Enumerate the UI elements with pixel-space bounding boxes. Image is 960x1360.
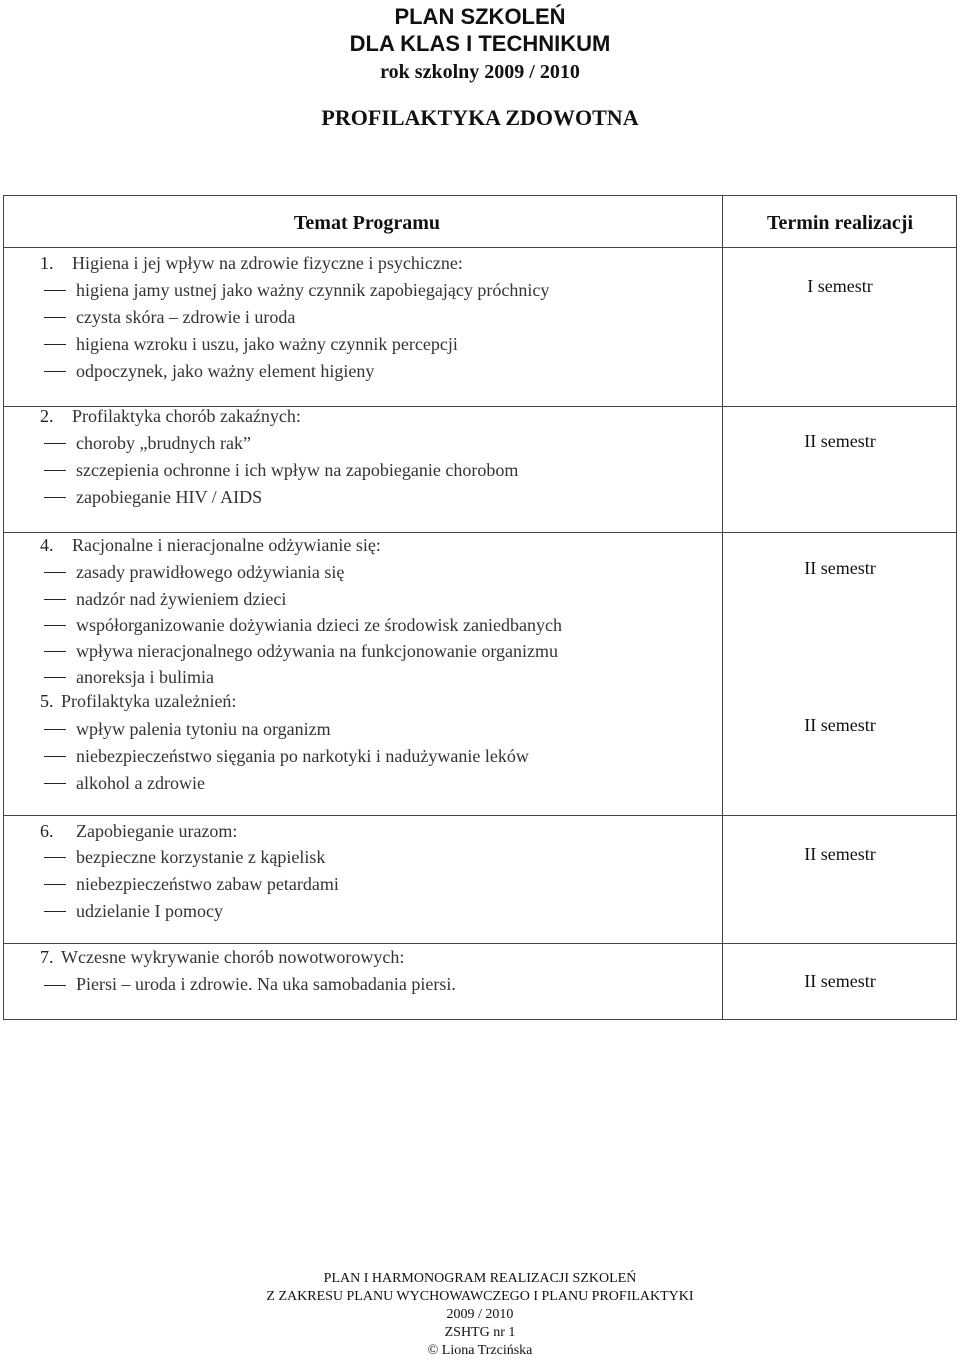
list-item: anoreksja i bulimia xyxy=(76,667,214,687)
list-item: bezpieczne korzystanie z kąpielisk xyxy=(76,847,326,867)
list-item: zasady prawidłowego odżywiania się xyxy=(76,562,345,582)
list-item: odpoczynek, jako ważny element higieny xyxy=(76,361,375,381)
list-item: wpływa nieracjonalnego odżywania na funkcjonowanie organizmu xyxy=(76,641,559,661)
term-value: II semestr xyxy=(804,971,876,991)
section-number: 7. xyxy=(40,947,54,967)
column-divider xyxy=(722,196,723,1019)
list-item: współorganizowanie dożywiania dzieci ze środowisk zaniedbanych xyxy=(76,615,562,635)
section-number: 4. xyxy=(40,535,54,555)
section-heading: Profilaktyka chorób zakaźnych: xyxy=(72,406,301,426)
list-item: udzielanie I pomocy xyxy=(76,901,223,921)
footer-line: Z ZAKRESU PLANU WYCHOWAWCZEGO I PLANU PROFILAKTYKI xyxy=(266,1289,694,1304)
list-item: niebezpieczeństwo sięgania po narkotyki i nadużywanie leków xyxy=(76,746,529,766)
section-heading: Zapobieganie urazom: xyxy=(76,821,238,841)
page-title-1: PLAN SZKOLEŃ xyxy=(394,4,566,29)
list-item: niebezpieczeństwo zabaw petardami xyxy=(76,874,339,894)
list-item: czysta skóra – zdrowie i uroda xyxy=(76,307,296,327)
footer-line: PLAN I HARMONOGRAM REALIZACJI SZKOLEŃ xyxy=(323,1271,637,1286)
list-item: alkohol a zdrowie xyxy=(76,773,205,793)
row-divider xyxy=(4,815,956,816)
section-number: 6. xyxy=(40,821,54,841)
section-number: 2. xyxy=(40,406,54,426)
header-term: Termin realizacji xyxy=(766,212,914,234)
list-item: higiena jamy ustnej jako ważny czynnik zapobiegający próchnicy xyxy=(76,280,550,300)
section-heading: Wczesne wykrywanie chorób nowotworowych: xyxy=(61,947,405,967)
list-item: zapobieganie HIV / AIDS xyxy=(76,487,263,507)
page-title-2: DLA KLAS I TECHNIKUM xyxy=(349,31,611,56)
section-title: PROFILAKTYKA ZDOWOTNA xyxy=(321,105,639,130)
copyright: © Liona Trzcińska xyxy=(427,1343,533,1358)
list-item: Piersi – uroda i zdrowie. Na uka samobadania piersi. xyxy=(76,974,456,994)
footer-line: 2009 / 2010 xyxy=(446,1307,514,1322)
list-item: szczepienia ochronne i ich wpływ na zapobieganie chorobom xyxy=(76,460,519,480)
term-value: II semestr xyxy=(804,431,876,451)
list-item: higiena wzroku i uszu, jako ważny czynnik percepcji xyxy=(76,334,458,354)
footer-line: ZSHTG nr 1 xyxy=(444,1325,516,1340)
header-divider xyxy=(4,247,956,248)
program-table xyxy=(3,195,957,1020)
list-item: wpływ palenia tytoniu na organizm xyxy=(76,719,331,739)
term-value: II semestr xyxy=(804,558,876,578)
term-value: I semestr xyxy=(807,276,873,296)
list-item: nadzór nad żywieniem dzieci xyxy=(76,589,287,609)
school-year: rok szkolny 2009 / 2010 xyxy=(380,61,580,83)
section-heading: Profilaktyka uzależnień: xyxy=(61,691,237,711)
list-item: choroby „brudnych rak” xyxy=(76,433,251,453)
term-value: II semestr xyxy=(804,715,876,735)
header-topic: Temat Programu xyxy=(293,212,440,234)
section-heading: Racjonalne i nieracjonalne odżywianie się: xyxy=(72,535,381,555)
section-heading: Higiena i jej wpływ na zdrowie fizyczne i psychiczne: xyxy=(72,253,463,273)
section-number: 1. xyxy=(40,253,54,273)
section-number: 5. xyxy=(40,691,54,711)
term-value: II semestr xyxy=(804,844,876,864)
